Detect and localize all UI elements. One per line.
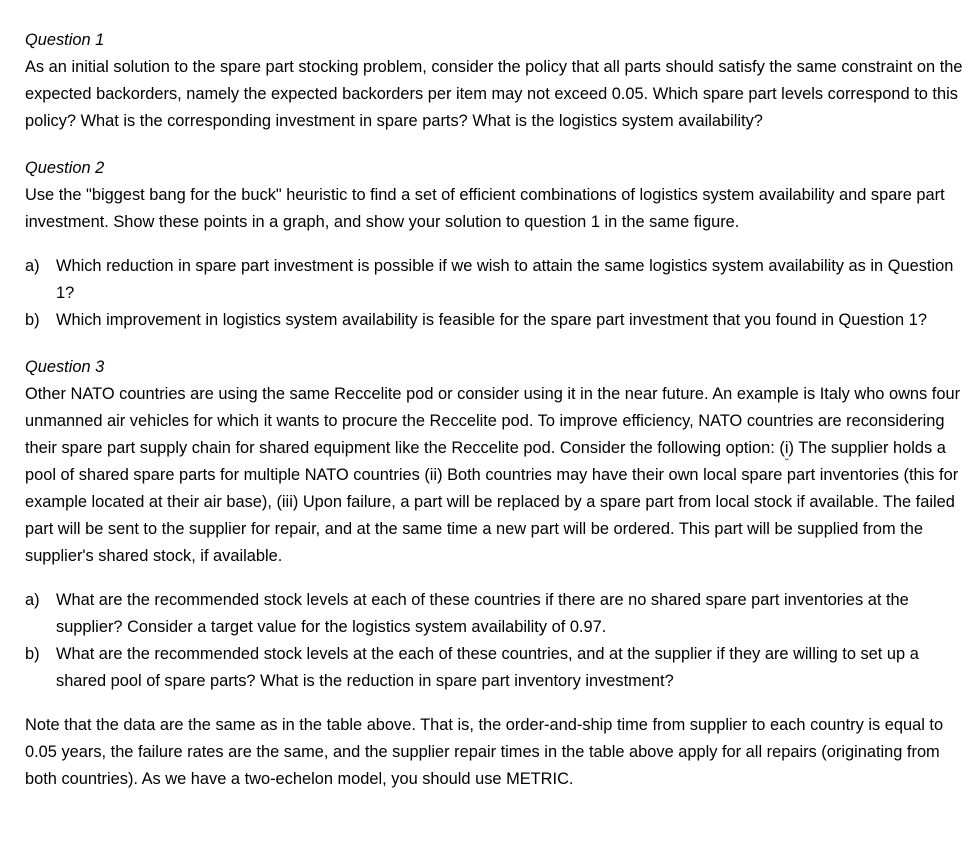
document-page — [25, 27, 970, 793]
spellcheck-marked-word: i — [784, 439, 789, 457]
question-2-item-b — [25, 307, 970, 334]
item-text: Which improvement in logistics system availability is feasible for the spare part investment that you found in Question 1? — [56, 311, 927, 329]
item-label: a) — [25, 591, 40, 609]
question-1-title: Question 1 — [25, 31, 105, 49]
item-text: Which reduction in spare part investment is possible if we wish to attain the same logistics system availability as in Question 1? — [56, 257, 954, 302]
question-2-body: Use the "biggest bang for the buck" heuristic to find a set of efficient combinations of logistics system availability and spare part investment. Show these points in a graph, and show your solution to question 1 in the same figure. — [25, 186, 945, 231]
item-label: a) — [25, 257, 40, 275]
question-3-note: Note that the data are the same as in the table above. That is, the order-and-ship time from supplier to each country is equal to 0.05 years, the failure rates are the same, and the supplier repair times in the table above apply for all repairs (originating from both countries). As we have a two-echelon model, you should use METRIC. — [25, 716, 944, 788]
question-3-body-start: Other NATO countries are using the same Reccelite pod or consider using it in the near future. An example is Italy who owns four unmanned air vehicles for which it wants to procure the Reccelite pod. To improve efficiency, NATO countries are reconsidering their spare part supply chain for shared equipment like the Reccelite pod. Consider the following option: ( — [25, 385, 961, 457]
question-2-item-a — [25, 253, 970, 307]
item-label: b) — [25, 311, 40, 329]
item-text: What are the recommended stock levels at the each of these countries, and at the supplier if they are willing to set up a shared pool of spare parts? What is the reduction in spare part inventory investment? — [56, 645, 919, 690]
item-label: b) — [25, 645, 40, 663]
question-3-body-end: ) The supplier holds a pool of shared spare parts for multiple NATO countries (ii) Both countries may have their own local spare part inventories (this for example located at their air base), (iii) Upon failure, a part will be replaced by a spare part from local stock if available. The failed part will be sent to the supplier for repair, and at the same time a new part will be ordered. This part will be supplied from the supplier's shared stock, if available. — [25, 439, 959, 565]
question-1-body: As an initial solution to the spare part stocking problem, consider the policy that all parts should satisfy the same constraint on the expected backorders, namely the expected backorders per item may not exceed 0.05. Which spare part levels correspond to this policy? What is the corresponding investment in spare parts? What is the logistics system availability? — [25, 58, 963, 130]
question-3-body — [25, 381, 970, 570]
question-3-item-b — [25, 641, 970, 695]
item-text: What are the recommended stock levels at each of these countries if there are no shared spare part inventories at the supplier? Consider a target value for the logistics system availability of 0.97. — [56, 591, 909, 636]
question-3-item-a — [25, 587, 970, 641]
question-2-title: Question 2 — [25, 159, 105, 177]
question-3-title: Question 3 — [25, 358, 105, 376]
